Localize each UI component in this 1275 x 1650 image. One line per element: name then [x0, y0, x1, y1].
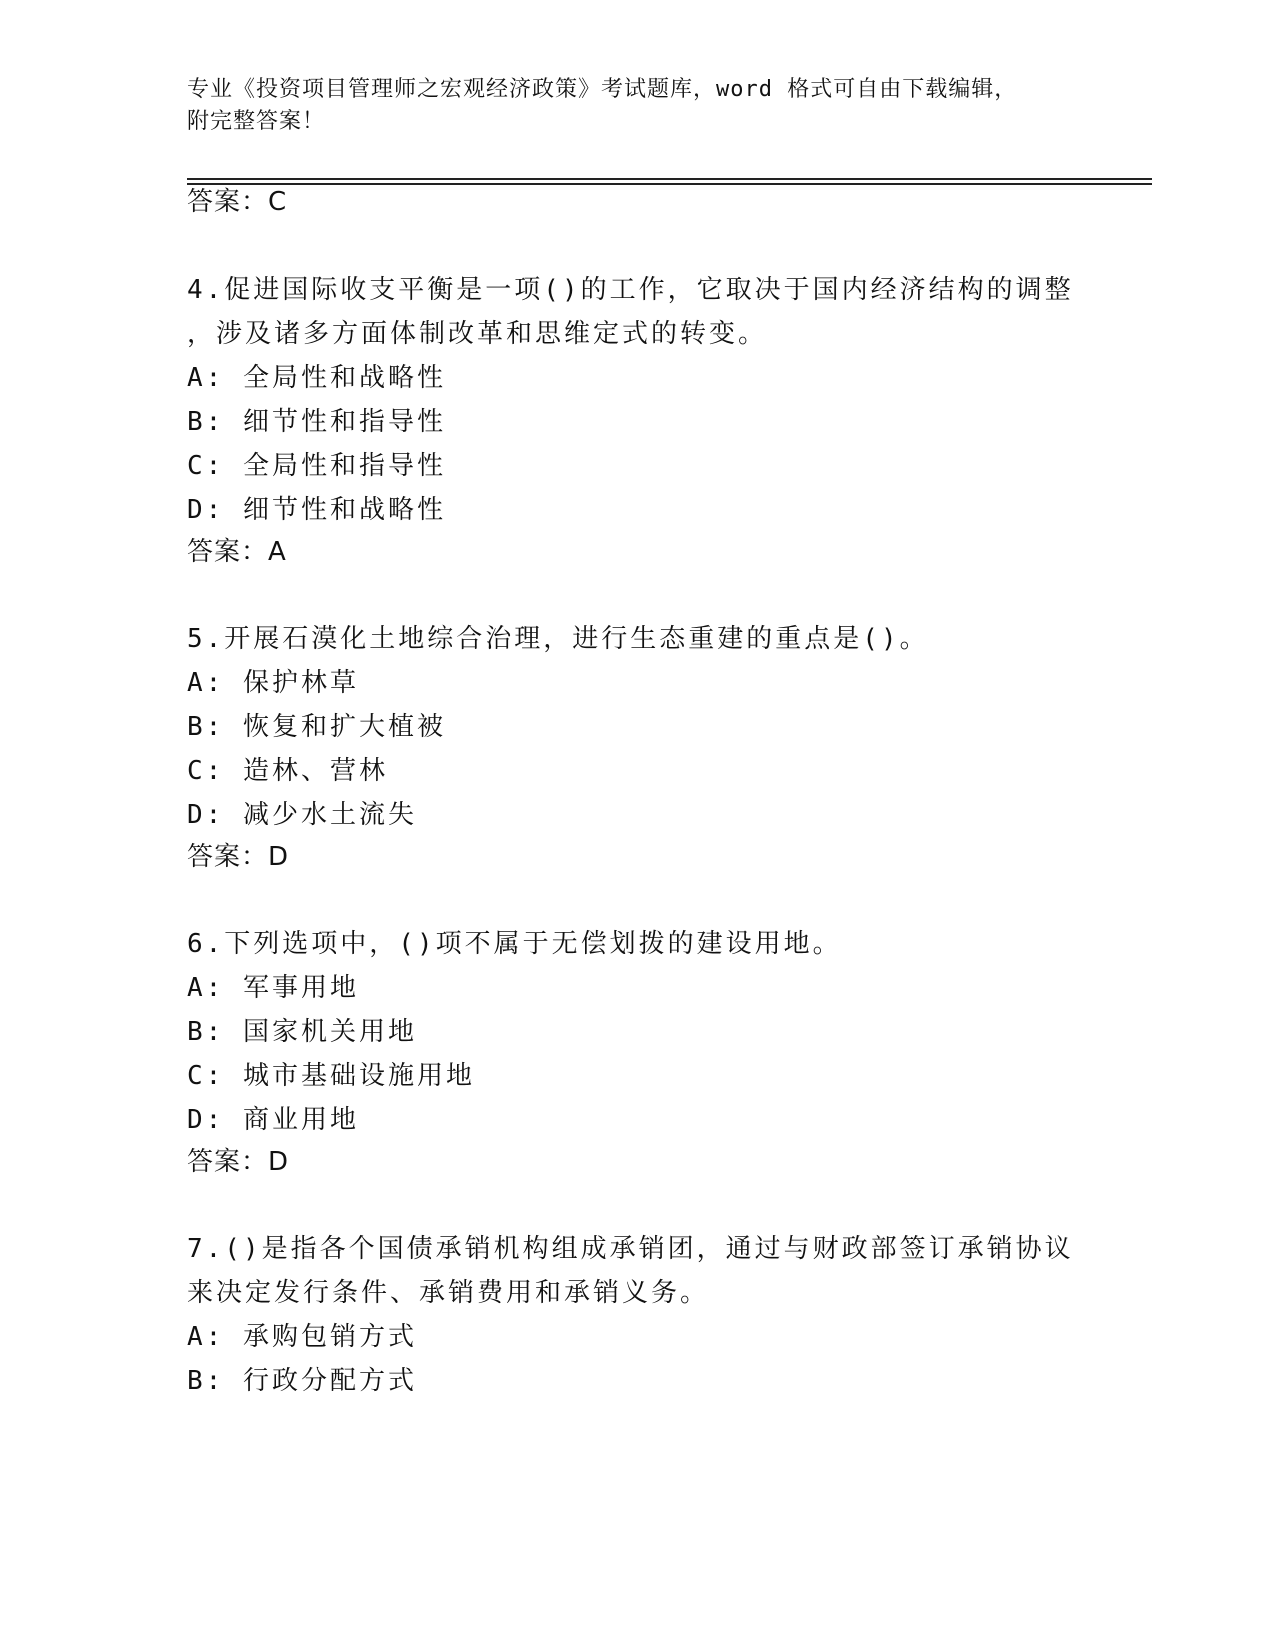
question-stem: 7.()是指各个国债承销机构组成承销团，通过与财政部签订承销协议 — [187, 1234, 1074, 1264]
option-b: B: 行政分配方式 — [187, 1366, 417, 1396]
answer-line: 答案：A — [187, 537, 287, 567]
question-stem: 5.开展石漠化土地综合治理，进行生态重建的重点是()。 — [187, 624, 929, 654]
document-header — [187, 74, 1087, 138]
option-a: A: 全局性和战略性 — [187, 363, 446, 393]
option-c: C: 城市基础设施用地 — [187, 1061, 475, 1091]
answer-line: 答案：D — [187, 842, 290, 872]
answer-line: 答案：C — [187, 187, 288, 217]
header-divider-bottom — [187, 183, 1152, 185]
option-c: C: 造林、营林 — [187, 756, 388, 786]
option-b: B: 恢复和扩大植被 — [187, 712, 446, 742]
question-stem-continued: 来决定发行条件、承销费用和承销义务。 — [187, 1278, 710, 1308]
question-stem: 6.下列选项中，()项不属于无偿划拨的建设用地。 — [187, 929, 842, 959]
option-c: C: 全局性和指导性 — [187, 451, 446, 481]
header-line-2: 附完整答案！ — [187, 109, 326, 134]
option-b: B: 细节性和指导性 — [187, 407, 446, 437]
option-a: A: 军事用地 — [187, 973, 359, 1003]
option-a: A: 保护林草 — [187, 668, 359, 698]
option-d: D: 减少水土流失 — [187, 800, 417, 830]
option-a: A: 承购包销方式 — [187, 1322, 417, 1352]
answer-line: 答案：D — [187, 1147, 290, 1177]
question-stem-continued: ，涉及诸多方面体制改革和思维定式的转变。 — [187, 319, 768, 349]
header-line-1: 专业《投资项目管理师之宏观经济政策》考试题库，word 格式可自由下载编辑， — [187, 77, 1018, 102]
question-stem: 4.促进国际收支平衡是一项()的工作，它取决于国内经济结构的调整 — [187, 275, 1074, 305]
option-b: B: 国家机关用地 — [187, 1017, 417, 1047]
option-d: D: 细节性和战略性 — [187, 495, 446, 525]
header-divider-top — [187, 178, 1152, 180]
option-d: D: 商业用地 — [187, 1105, 359, 1135]
